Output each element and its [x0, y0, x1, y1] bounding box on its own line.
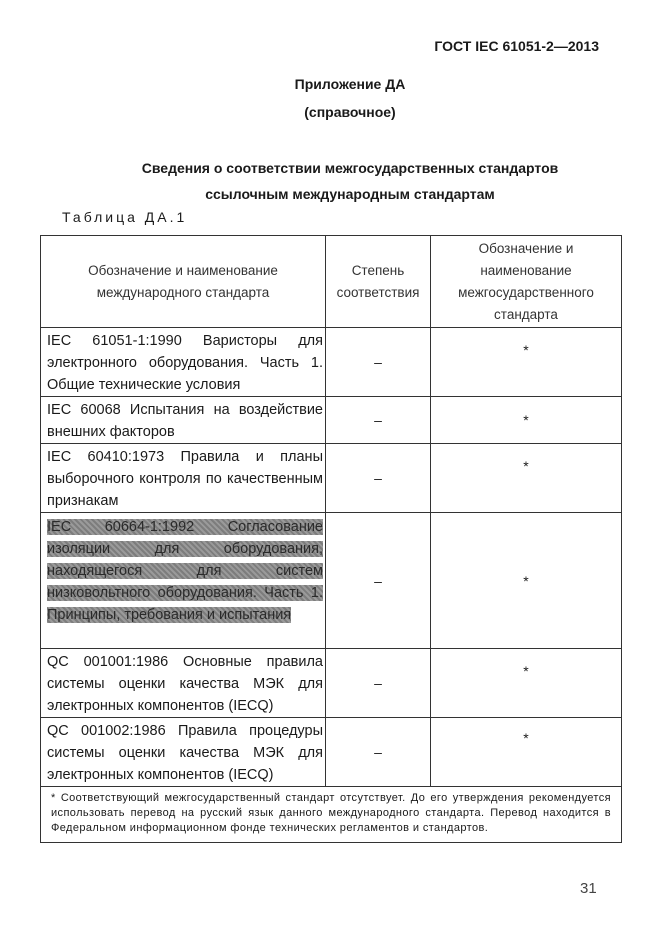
document-code: ГОСТ IEC 61051-2—2013	[434, 38, 599, 54]
row-4-name: IEC 60664-1:1992 Согласование изоляции для оборудования, находящегося для систем низковольтного оборудования. Часть 1. Принципы, требования и испытания	[47, 519, 323, 623]
row-2-name: IEC 60068 Испытания на воздействие внешних факторов	[41, 397, 326, 444]
table-caption: Таблица ДА.1	[62, 209, 188, 225]
row-4-degree: –	[326, 513, 431, 649]
annex-subtitle: (справочное)	[304, 104, 396, 120]
row-6-degree: –	[326, 718, 431, 787]
row-5-national: *	[431, 649, 622, 718]
table-row	[41, 444, 622, 513]
section-heading-line2: ссылочным международным стандартам	[205, 186, 495, 202]
annex-title: Приложение ДА	[294, 76, 406, 92]
row-1-name: IEC 61051-1:1990 Варисторы для электронного оборудования. Часть 1. Общие технические условия	[41, 328, 326, 397]
section-heading	[0, 155, 661, 207]
table-row	[41, 328, 622, 397]
table-footnote-row	[41, 787, 622, 843]
section-heading-line1: Сведения о соответствии межгосударственных стандартов	[141, 160, 559, 176]
table-row	[41, 513, 622, 649]
row-1-national: *	[431, 328, 622, 397]
header-international-standard: Обозначение и наименование международного стандарта	[41, 236, 326, 328]
table-row	[41, 397, 622, 444]
row-1-degree: –	[326, 328, 431, 397]
table-row	[41, 649, 622, 718]
table-row	[41, 718, 622, 787]
table-header-row	[41, 236, 622, 328]
row-3-name: IEC 60410:1973 Правила и планы выборочного контроля по качественным признакам	[41, 444, 326, 513]
row-2-degree: –	[326, 397, 431, 444]
header-degree: Степень соответствия	[326, 236, 431, 328]
correspondence-table	[40, 235, 622, 843]
row-3-national: *	[431, 444, 622, 513]
row-4-national: *	[431, 513, 622, 649]
row-2-national: *	[431, 397, 622, 444]
row-6-name: QC 001002:1986 Правила процедуры системы оценки качества МЭК для электронных компонентов (IECQ)	[41, 718, 326, 787]
row-5-name: QC 001001:1986 Основные правила системы оценки качества МЭК для электронных компонентов (IECQ)	[41, 649, 326, 718]
row-4-name-cell	[41, 513, 326, 649]
page-number: 31	[580, 880, 597, 897]
row-3-degree: –	[326, 444, 431, 513]
correspondence-table-wrapper	[40, 235, 621, 843]
row-6-national: *	[431, 718, 622, 787]
header-national-standard: Обозначение и наименование межгосударственного стандарта	[431, 236, 622, 328]
row-5-degree: –	[326, 649, 431, 718]
table-footnote: * Соответствующий межгосударственный стандарт отсутствует. До его утверждения рекомендуется использовать перевод на русский язык данного международного стандарта. Перевод находится в Федеральном информационном фонде технических регламентов и стандартов.	[41, 787, 622, 843]
